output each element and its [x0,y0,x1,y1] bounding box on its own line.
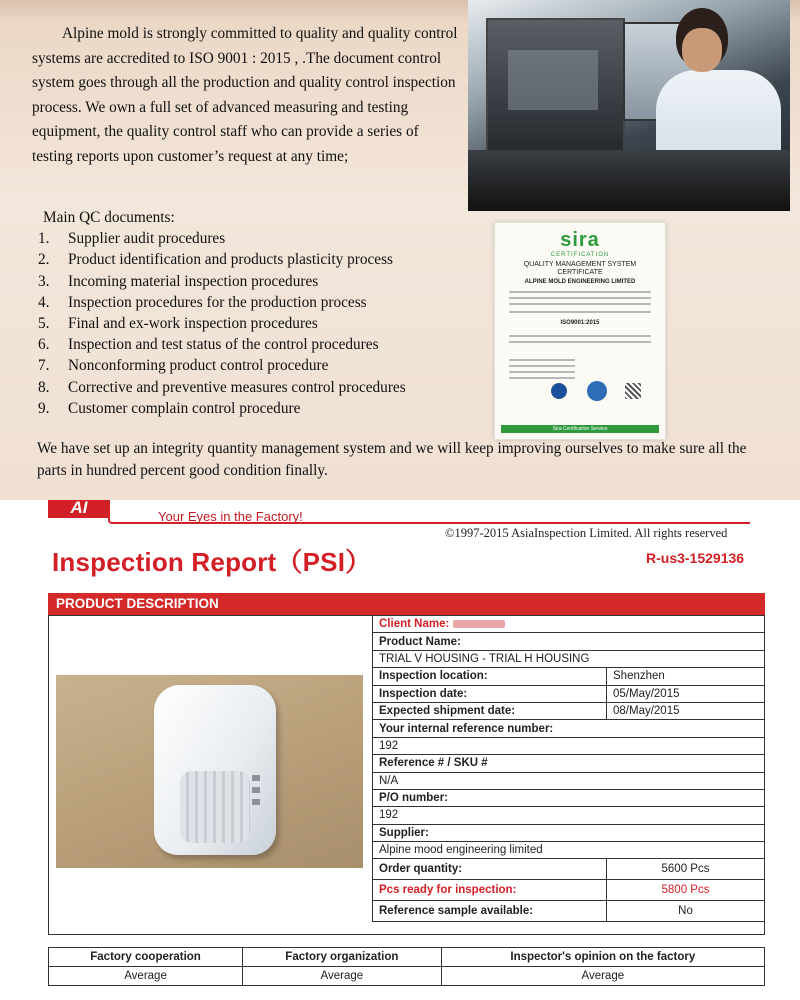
ref-sample-value: No [607,901,765,922]
certificate-text-line [509,311,651,313]
table-row [373,720,765,737]
internal-ref-label: Your internal reference number: [373,720,765,737]
qc-list-item: 3. Incoming material inspection procedures [38,272,319,290]
certificate-text-line [509,303,651,305]
copyright: ©1997-2015 AsiaInspection Limited. All rights reserved [445,526,728,540]
closing-paragraph: We have set up an integrity quantity management system and we will keep improving ourselves to make sure all the parts in hundred percent good condition finally. [37,440,747,479]
order-qty-label: Order quantity: [373,859,607,880]
table-row [373,807,765,824]
qc-documents-list [38,207,406,419]
factory-organization-value: Average [243,967,442,986]
sku-label: Reference # / SKU # [373,755,765,772]
table-row [373,685,765,702]
product-name-value: TRIAL V HOUSING - TRIAL H HOUSING [373,650,765,667]
table-row [49,967,765,986]
order-qty-value: 5600 Pcs [607,859,765,880]
factory-organization-header: Factory organization [243,948,442,967]
pcs-ready-value: 5800 Pcs [607,880,765,901]
table-row [49,948,765,967]
product-description-header: PRODUCT DESCRIPTION [48,593,765,615]
internal-ref-value: 192 [373,737,765,754]
table-row [373,702,765,719]
certificate-company: ALPINE MOLD ENGINEERING LIMITED [524,279,636,285]
sensor-lens [180,771,250,843]
table-row [373,842,765,859]
sira-logo: sira [560,229,600,251]
table-row [373,633,765,650]
expected-shipment-label: Expected shipment date: [373,702,607,719]
client-name-label: Client Name: [373,616,765,633]
po-label: P/O number: [373,789,765,806]
supplier-label: Supplier: [373,824,765,841]
inspection-date-value: 05/May/2015 [607,685,765,702]
certificate-text-line [509,371,575,373]
inspector-opinion-header: Inspector's opinion on the factory [441,948,764,967]
qc-list-item: 1. Supplier audit procedures [38,230,226,248]
qc-list-item: 4. Inspection procedures for the production process [38,293,367,311]
qc-list-item: 6. Inspection and test status of the control procedures [38,336,379,354]
product-info-table [372,615,765,922]
table-row [373,772,765,789]
pcs-ready-label: Pcs ready for inspection: [373,880,607,901]
certificate-text-line [509,359,575,361]
certificate-title: QUALITY MANAGEMENT SYSTEM CERTIFICATE [523,261,637,276]
sku-value: N/A [373,772,765,789]
supplier-value: Alpine mood engineering limited [373,842,765,859]
measuring-machine [486,18,625,162]
quality-inspection-photo [468,0,790,211]
certificate-text-line [509,365,575,367]
redacted-client-name [453,620,505,628]
expected-shipment-value: 08/May/2015 [607,702,765,719]
qc-list-item: 5. Final and ex-work inspection procedures [38,315,318,333]
inspection-report [0,500,800,1000]
asiainspection-logo: AI [48,500,110,518]
certificate-standard: ISO9001:2015 [560,320,600,326]
table-row [373,901,765,922]
indicator-leds [252,775,260,809]
table-row [373,824,765,841]
certificate-text-line [509,377,575,379]
ref-sample-label: Reference sample available: [373,901,607,922]
table-row [373,789,765,806]
table-row [373,755,765,772]
certificate-text-line [509,291,651,293]
table-row [373,880,765,901]
table-row [373,616,765,633]
tagline: Your Eyes in the Factory! [158,509,303,524]
work-table [468,150,790,211]
certificate-text-line [509,297,651,299]
sira-logo-sub: CERTIFICATION [550,252,610,258]
ukas-badge-icon [551,383,567,399]
inspector-opinion-value: Average [441,967,764,986]
qc-list-item: 8. Corrective and preventive measures control procedures [38,378,406,396]
inspection-location-label: Inspection location: [373,668,607,685]
po-value: 192 [373,807,765,824]
table-row [373,650,765,667]
inspection-location-value: Shenzhen [607,668,765,685]
qc-list-item: 7. Nonconforming product control procedure [38,357,329,375]
qc-list-heading: Main QC documents: [43,209,175,226]
factory-cooperation-header: Factory cooperation [49,948,243,967]
certificate-text-line [509,341,651,343]
qr-code-icon [625,383,641,399]
report-reference: R-us3-1529136 [646,550,745,566]
report-title: Inspection Report（PSI） [52,547,372,577]
product-photo [56,675,363,868]
iaf-badge-icon [587,381,607,401]
intro-paragraph: Alpine mold is strongly committed to quality and quality control systems are accredited to ISO 9001 : 2015 , .The document control system goes through all the production and quality control inspection process. We own a full set of advanced measuring and testing equipment, the quality control staff who can provide a series of testing reports upon customer’s request at any time; [32,25,458,165]
table-row [373,737,765,754]
product-name-label: Product Name: [373,633,765,650]
factory-summary-table [48,947,765,986]
qc-list-item: 9. Customer complain control procedure [38,399,301,417]
inspector-face [682,28,722,72]
table-row [373,668,765,685]
table-row [373,859,765,880]
iso-certificate-image [494,222,666,440]
qc-list-item: 2. Product identification and products plasticity process [38,251,393,269]
certificate-footer: Sira Certification Service [501,425,659,433]
factory-cooperation-value: Average [49,967,243,986]
certificate-text-line [509,335,651,337]
inspection-date-label: Inspection date: [373,685,607,702]
